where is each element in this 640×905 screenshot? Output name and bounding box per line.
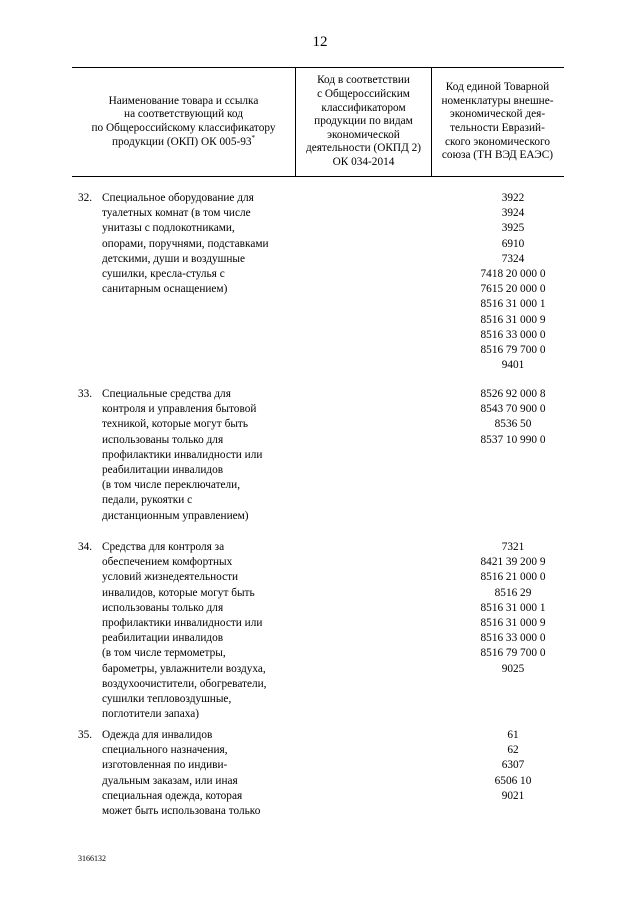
product-name-line: (в том числе термометры, — [102, 647, 226, 660]
tnved-code: 8516 79 700 0 — [480, 647, 546, 660]
tnved-code: 61 — [507, 729, 519, 741]
product-name-line: Средства для контроля за — [102, 541, 225, 553]
tnved-code: 9025 — [501, 662, 525, 675]
product-name-line: профилактики инвалидности или — [102, 448, 263, 461]
tnved-code: 7324 — [501, 252, 525, 265]
product-name-line: реабилитации инвалидов — [102, 463, 224, 476]
tnved-code: 7418 20 000 0 — [480, 267, 546, 280]
product-name-line: воздухоочистители, обогреватели, — [102, 677, 267, 690]
product-name-line: Специальное оборудование для — [102, 192, 254, 204]
product-name-line: опорами, поручнями, подставками — [102, 237, 269, 250]
product-name-line: педали, рукоятки с — [102, 494, 193, 507]
page-number: 12 — [312, 34, 328, 50]
tnved-code: 3924 — [501, 207, 525, 220]
tnved-code: 9401 — [501, 359, 525, 372]
tnved-code: 8516 33 000 0 — [480, 328, 546, 341]
product-name-line: может быть использована только — [102, 804, 261, 817]
product-name-line: дуальным заказам, или иная — [102, 774, 238, 787]
product-name-line: специальная одежда, которая — [102, 789, 243, 802]
tnved-codes — [443, 387, 583, 448]
table-header — [72, 67, 564, 177]
product-name-line: условий жизнедеятельности — [102, 571, 239, 584]
product-name-line: реабилитации инвалидов — [102, 632, 224, 645]
product-name-line: барометры, увлажнители воздуха, — [102, 662, 266, 675]
tnved-code: 8516 31 000 1 — [480, 601, 546, 614]
header-col-okpd2 — [295, 68, 432, 176]
product-name-line: специального назначения, — [102, 744, 228, 757]
product-name-line: использованы только для — [102, 433, 224, 446]
product-name-line: обеспечением комфортных — [102, 556, 233, 569]
product-name-line: Специальные средства для — [102, 388, 231, 400]
product-name-line: дистанционным управлением) — [102, 509, 249, 522]
tnved-code: 9021 — [501, 789, 525, 802]
product-name-line: туалетных комнат (в том числе — [102, 207, 251, 220]
tnved-codes — [443, 191, 583, 373]
header-col-product-name — [72, 68, 295, 176]
product-name — [102, 191, 312, 297]
tnved-codes — [443, 728, 583, 804]
tnved-code: 62 — [507, 744, 519, 757]
document-code: 3166132 — [78, 854, 106, 863]
header-col3-text: Код единой Товарной номенклатуры внешне- экономической дея- тельности Евразий- ского экономического союза (ТН ВЭД ЕАЭС) — [441, 81, 554, 162]
tnved-code: 8536 50 — [494, 418, 532, 431]
row-number: 33. — [78, 388, 93, 400]
product-name — [102, 387, 312, 524]
product-name-line: контроля и управления бытовой — [102, 403, 257, 416]
product-name-line: изготовленная по индиви- — [102, 759, 228, 772]
header-col2-text: Код в соответствии с Общероссийским классификатором продукции по видам экономической деятельности (ОКПД 2) ОК 034-2014 — [305, 74, 422, 168]
tnved-code: 8516 31 000 9 — [480, 313, 546, 326]
tnved-code: 8421 39 200 9 — [480, 556, 546, 569]
product-name-line: использованы только для — [102, 601, 224, 614]
row-number: 32. — [78, 192, 93, 204]
tnved-codes — [443, 540, 583, 677]
tnved-code: 8516 29 — [494, 586, 532, 599]
product-name-line: техникой, которые могут быть — [102, 418, 248, 431]
footnote-marker: * — [251, 133, 256, 142]
product-name-line: инвалидов, которые могут быть — [102, 586, 255, 599]
tnved-code: 6506 10 — [494, 774, 532, 787]
tnved-code: 3925 — [501, 222, 525, 235]
product-name — [102, 728, 312, 819]
product-name-line: поглотители запаха) — [102, 708, 199, 721]
tnved-code: 3922 — [501, 192, 525, 204]
product-name-line: Одежда для инвалидов — [102, 729, 213, 741]
product-name-line: санитарным оснащением) — [102, 283, 228, 296]
tnved-code: 8516 31 000 1 — [480, 298, 546, 311]
product-name-line: (в том числе переключатели, — [102, 479, 241, 492]
tnved-code: 8516 21 000 0 — [480, 571, 546, 584]
tnved-code: 8537 10 990 0 — [480, 433, 546, 446]
product-name-line: сушилки тепловоздушные, — [102, 692, 232, 705]
product-name-line: детскими, души и воздушные — [102, 252, 245, 265]
tnved-code: 6307 — [501, 759, 525, 772]
product-name-line: сушилки, кресла-стулья с — [102, 267, 225, 280]
tnved-code: 8516 79 700 0 — [480, 343, 546, 356]
tnved-code: 6910 — [501, 237, 525, 250]
header-col-tnved — [431, 68, 564, 176]
header-col1-text: Наименование товара и ссылка на соответствующий код по Общероссийскому классификатору продукции (ОКП) ОК 005-93 — [91, 94, 276, 148]
tnved-code: 7321 — [501, 541, 525, 553]
product-name — [102, 540, 312, 722]
tnved-code: 7615 20 000 0 — [480, 283, 546, 296]
tnved-code: 8516 33 000 0 — [480, 632, 546, 645]
product-name-line: унитазы с подлокотниками, — [102, 222, 235, 235]
tnved-code: 8516 31 000 9 — [480, 616, 546, 629]
row-number: 35. — [78, 729, 93, 741]
tnved-code: 8543 70 900 0 — [480, 403, 546, 416]
tnved-code: 8526 92 000 8 — [480, 388, 546, 400]
row-number: 34. — [78, 541, 93, 553]
product-name-line: профилактики инвалидности или — [102, 616, 263, 629]
